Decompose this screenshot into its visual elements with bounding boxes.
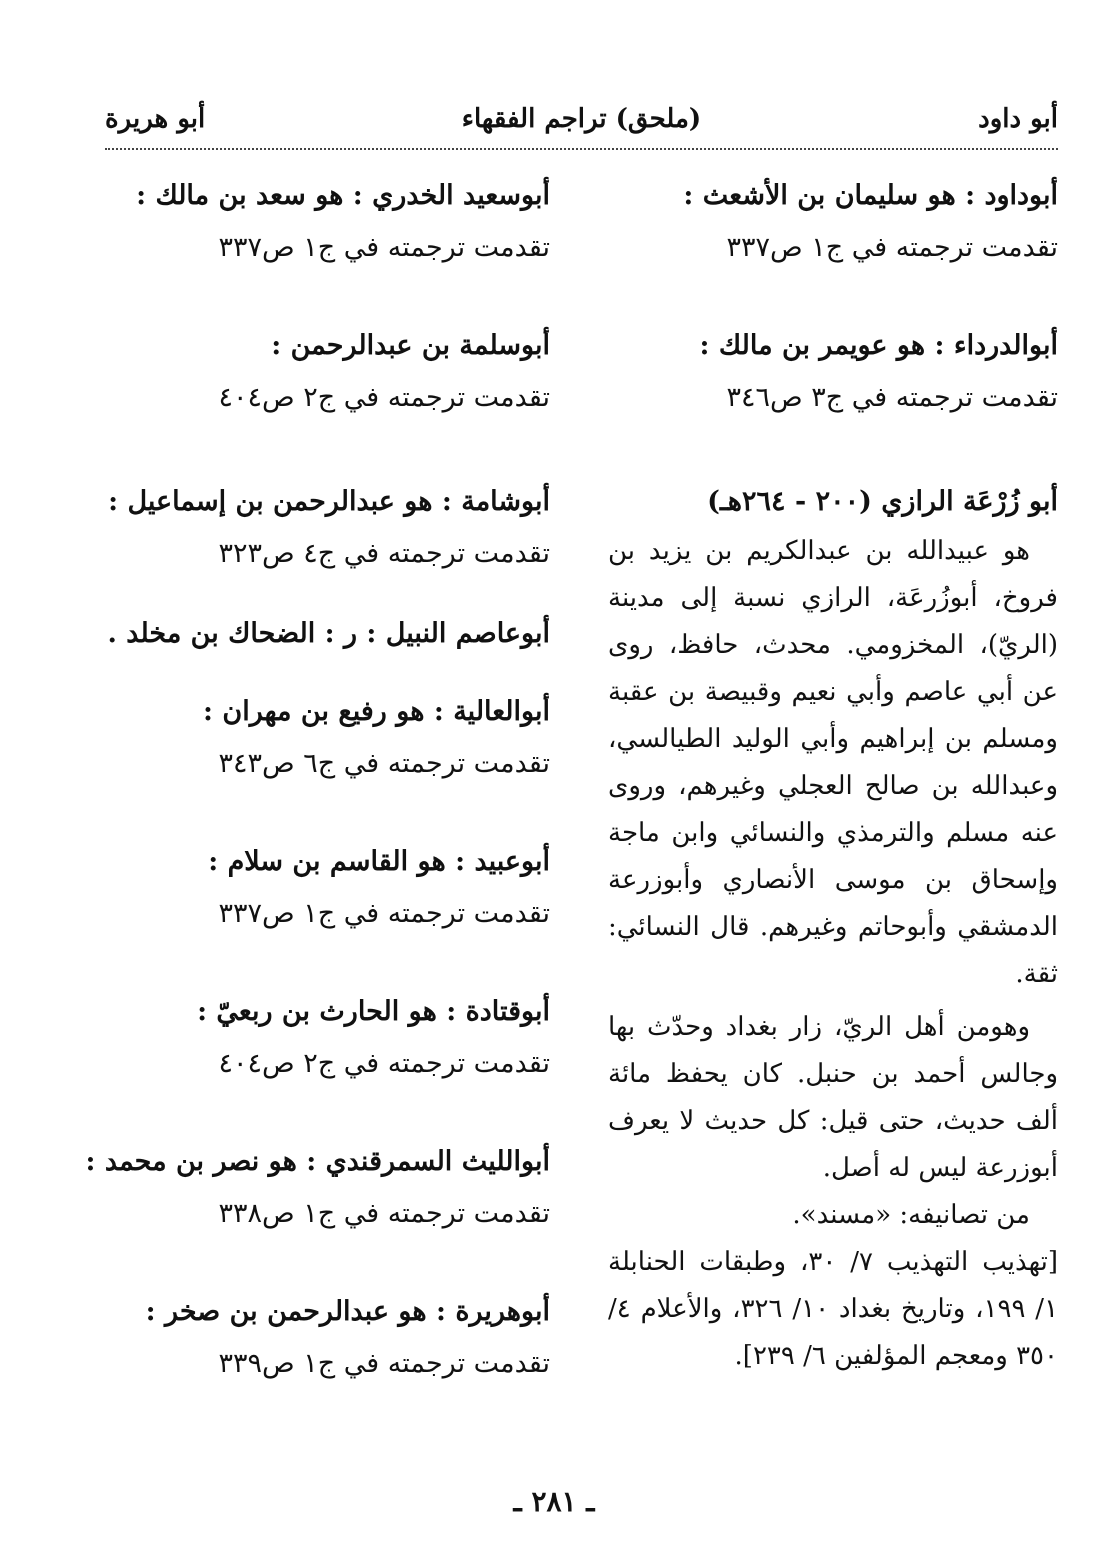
header-left-title: أبو هريرة [105,104,206,134]
entry-ref: تقدمت ترجمته في ج٢ ص٤٠٤ [218,1048,550,1079]
entry-abu-al-aliya [105,686,550,790]
page-number: ـ ٢٨١ ـ [513,1485,595,1518]
biography-works: من تصانيفه: «مسند». [792,1200,1030,1230]
entry-ref: تقدمت ترجمته في ج١ ص٣٣٧ [726,232,1058,263]
entry-ref: تقدمت ترجمته في ج٦ ص٣٤٣ [218,748,550,779]
entry-abu-hurayra [105,1286,550,1390]
entry-head: أبوعاصم النبيل : ر : الضحاك بن مخلد . [107,618,550,649]
entry-head: أبوهريرة : هو عبدالرحمن بن صخر : [145,1296,550,1327]
entry-ref: تقدمت ترجمته في ج١ ص٣٣٨ [218,1198,550,1229]
entry-head: أبوسلمة بن عبدالرحمن : [271,330,550,361]
entry-abu-ubayd [105,836,550,940]
entry-abu-zura-biography [608,476,1058,1380]
entry-abu-shama [105,476,550,580]
header-center-title: (ملحق) تراجم الفقهاء [461,104,702,134]
running-header [105,104,1058,144]
entry-head: أبوقتادة : هو الحارث بن ربعيّ : [197,996,550,1027]
entry-head: أبوعبيد : هو القاسم بن سلام : [208,846,550,877]
header-right-title: أبو داود [978,104,1058,134]
biography-sources: [تهذيب التهذيب ٧/ ٣٠، وطبقات الحنابلة ١/ ١٩٩، وتاريخ بغداد ١٠/ ٣٢٦، والأعلام ٤/ ٣٥٠ ومعجم المؤلفين ٦/ ٢٣٩]. [608,1247,1059,1371]
entry-head: أبوسعيد الخدري : هو سعد بن مالك : [136,180,550,211]
entry-abu-said-al-khudri [105,170,550,274]
entry-abu-asim-al-nabil [105,608,550,660]
entry-abu-al-darda [608,320,1058,424]
entry-abu-salama [105,320,550,424]
entry-ref: تقدمت ترجمته في ج٤ ص٣٢٣ [218,538,550,569]
biography-paragraph: وهومن أهل الريّ، زار بغداد وحدّث بها وجالس أحمد بن حنبل. كان يحفظ مائة ألف حديث، حتى قيل: كل حديث لا يعرف أبوزرعة ليس له أصل. [608,1012,1058,1183]
entry-ref: تقدمت ترجمته في ج١ ص٣٣٧ [218,232,550,263]
entry-abu-al-layth [85,1136,550,1240]
header-dotted-rule [105,148,1058,150]
entry-abu-qatada [105,986,550,1090]
entry-ref: تقدمت ترجمته في ج٣ ص٣٤٦ [726,382,1058,413]
entry-ref: تقدمت ترجمته في ج١ ص٣٣٩ [218,1348,550,1379]
entry-ref: تقدمت ترجمته في ج١ ص٣٣٧ [218,898,550,929]
biography-title: أبو زُرْعَة الرازي (٢٠٠ - ٢٦٤هـ) [707,486,1058,517]
entry-head: أبوالدرداء : هو عويمر بن مالك : [699,330,1058,361]
right-column [608,170,1058,1380]
entry-abu-dawud [608,170,1058,274]
entry-ref: تقدمت ترجمته في ج٢ ص٤٠٤ [218,382,550,413]
entry-head: أبوالعالية : هو رفيع بن مهران : [203,696,550,727]
entry-head: أبوداود : هو سليمان بن الأشعث : [683,180,1058,211]
left-column [85,170,550,1390]
entry-head: أبوالليث السمرقندي : هو نصر بن محمد : [85,1146,550,1177]
biography-paragraph: هو عبيدالله بن عبدالكريم بن يزيد بن فروخ، أبوزُرعَة، الرازي نسبة إلى مدينة (الريّ)، المخزومي. محدث، حافظ، روى عن أبي عاصم وأبي نعيم وقبيصة بن عقبة ومسلم بن إبراهيم وأبي الوليد الطيالسي، وعبدالله بن صالح العجلي وغيرهم، وروى عنه مسلم والترمذي والنسائي وابن ماجة وإسحاق بن موسى الأنصاري وأبوزرعة الدمشقي وأبوحاتم وغيرهم. قال النسائي: ثقة. [608,536,1058,989]
entry-head: أبوشامة : هو عبدالرحمن بن إسماعيل : [108,486,550,517]
